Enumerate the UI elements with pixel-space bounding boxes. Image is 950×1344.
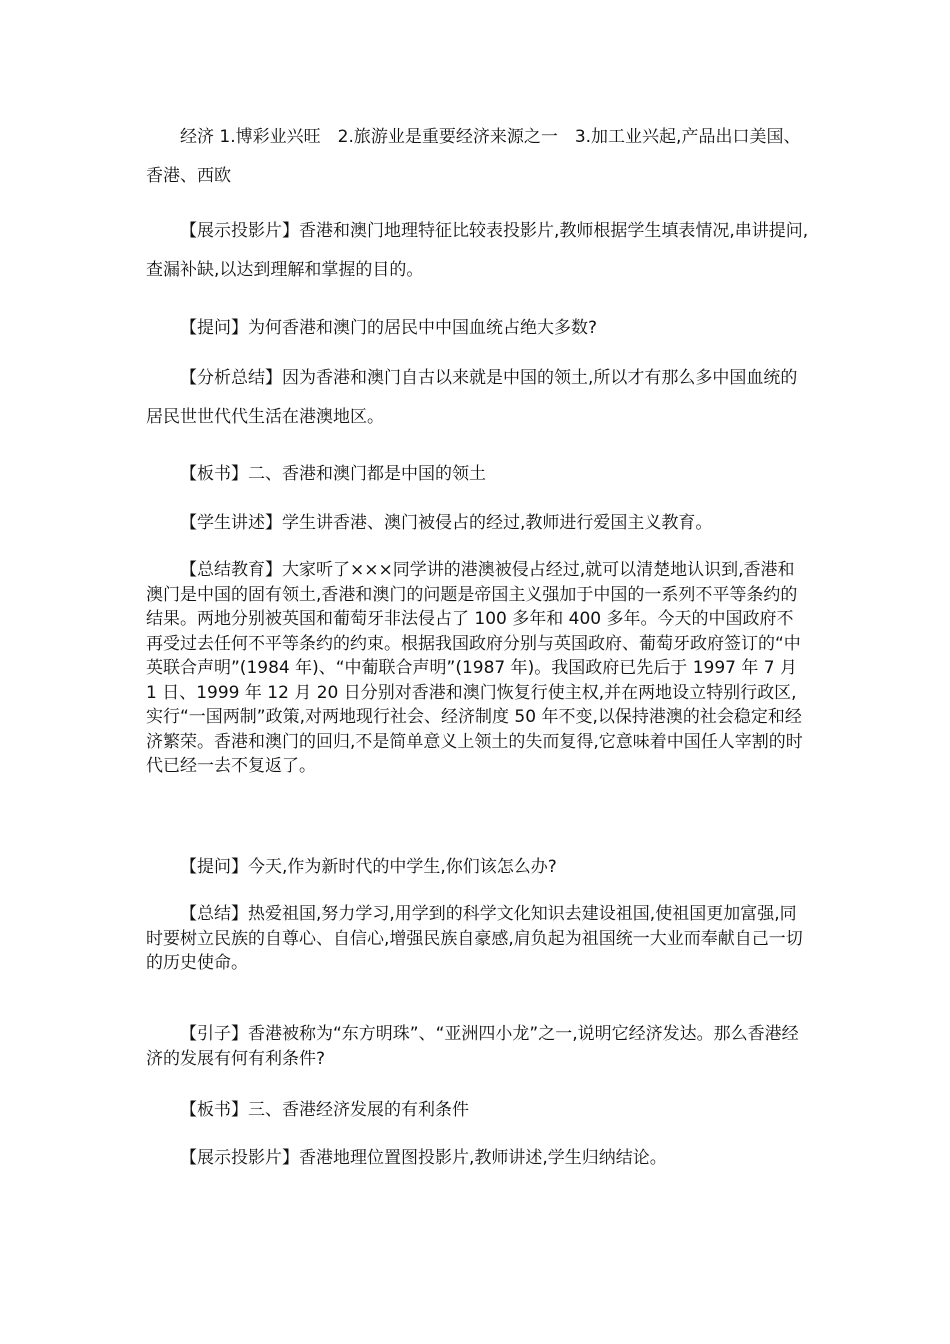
- paragraph-board-2: 【板书】二、香港和澳门都是中国的领土: [180, 464, 486, 484]
- paragraph-question-1: 【提问】为何香港和澳门的居民中中国血统占绝大多数?: [180, 318, 598, 338]
- paragraph-lead-in: 【引子】香港被称为“东方明珠”、“亚洲四小龙”之一,说明它经济发达。那么香港经济的发展有何有利条件?: [146, 1024, 799, 1069]
- paragraph-show-slides-1: 【展示投影片】香港和澳门地理特征比较表投影片,教师根据学生填表情况,串讲提问,查漏补缺,以达到理解和掌握的目的。: [146, 221, 809, 280]
- paragraph-economy: 经济 1.博彩业兴旺 2.旅游业是重要经济来源之一 3.加工业兴起,产品出口美国、香港、西欧: [146, 127, 801, 186]
- paragraph-question-2: 【提问】今天,作为新时代的中学生,你们该怎么办?: [180, 857, 557, 877]
- paragraph-board-3: 【板书】三、香港经济发展的有利条件: [180, 1100, 469, 1120]
- paragraph-show-slides-2: 【展示投影片】香港地理位置图投影片,教师讲述,学生归纳结论。: [180, 1148, 667, 1168]
- paragraph-student-narration: 【学生讲述】学生讲香港、澳门被侵占的经过,教师进行爱国主义教育。: [180, 513, 713, 533]
- paragraph-summary-education: 【总结教育】大家听了×××同学讲的港澳被侵占经过,就可以清楚地认识到,香港和澳门是中国的固有领土,香港和澳门的问题是帝国主义强加于中国的一系列不平等条约的结果。两地分别被英国和葡萄牙非法侵占了 100 多年和 400 多年。今天的中国政府不再受过去任何不平等条约的约束。根据我国政府分别与英国政府、葡萄牙政府签订的“中英联合声明”(1984 年)、“中葡联合声明”(1987 年)。我国政府已先后于 1997 年 7 月 1 日、1999 年 12 月 20 日分别对香港和澳门恢复行使主权,并在两地设立特别行政区,实行“一国两制”政策,对两地现行社会、经济制度 50 年不变,以保持港澳的社会稳定和经济繁荣。香港和澳门的回归,不是简单意义上领土的失而复得,它意味着中国任人宰割的时代已经一去不复返了。: [146, 560, 803, 776]
- paragraph-analysis-summary: 【分析总结】因为香港和澳门自古以来就是中国的领土,所以才有那么多中国血统的居民世世代代生活在港澳地区。: [146, 368, 798, 427]
- paragraph-summary: 【总结】热爱祖国,努力学习,用学到的科学文化知识去建设祖国,使祖国更加富强,同时要树立民族的自尊心、自信心,增强民族自豪感,肩负起为祖国统一大业而奉献自己一切的历史使命。: [146, 904, 803, 973]
